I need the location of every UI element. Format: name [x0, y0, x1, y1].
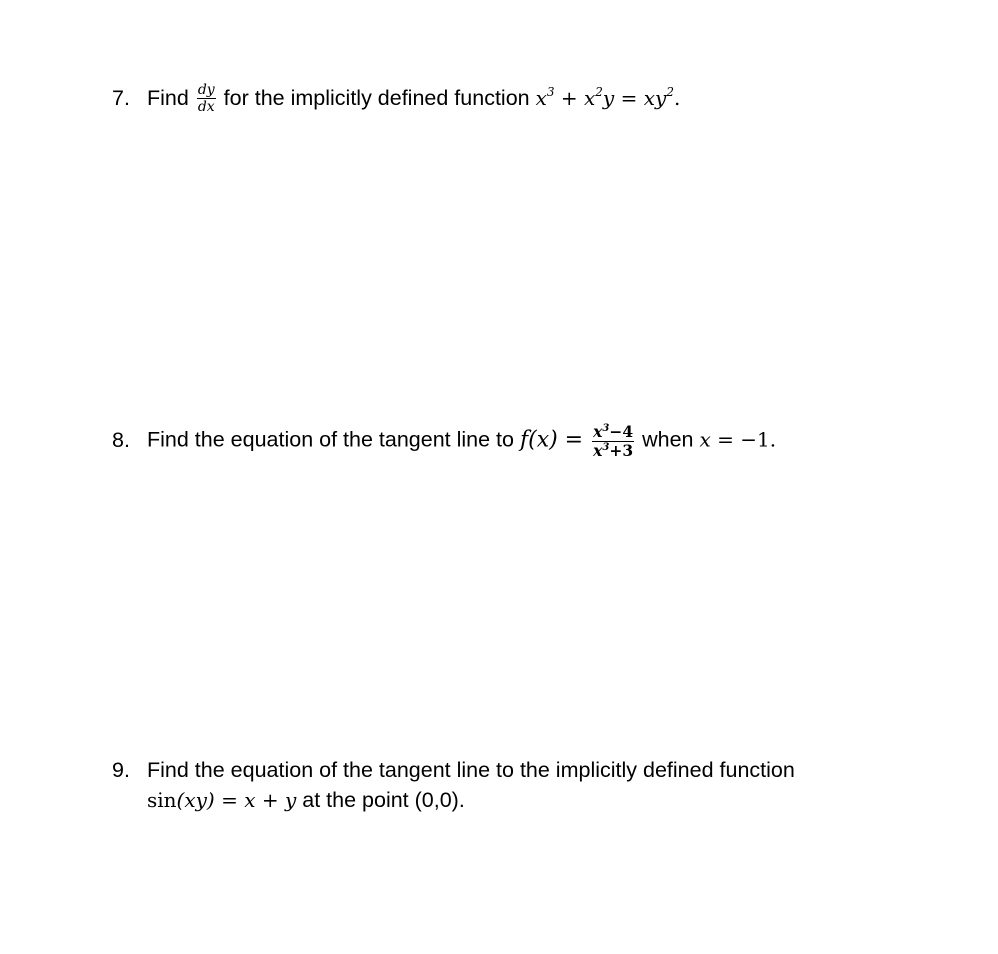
problem-8: [112, 424, 776, 458]
problem-line-1: [112, 755, 795, 785]
math-op: =: [710, 427, 741, 452]
problem-text: Find the equation of the tangent line to: [147, 427, 514, 452]
math-exponent: 3: [602, 423, 610, 434]
math-exponent: 3: [546, 85, 555, 99]
equation: [147, 788, 296, 812]
problem-7: [112, 83, 680, 115]
fraction-numerator: dy: [197, 81, 215, 98]
math-var: x: [643, 86, 655, 110]
math-op: =: [214, 788, 245, 812]
math-punct: .: [673, 86, 681, 110]
problem-line-2: [112, 785, 795, 815]
problem-9: [112, 755, 795, 815]
problem-number: 8.: [112, 427, 130, 452]
function-fraction: [592, 424, 634, 458]
condition: [699, 428, 776, 452]
math-var: y: [602, 86, 615, 110]
derivative-fraction: [197, 83, 216, 114]
math-punct: .: [769, 427, 777, 452]
math-term: +3: [609, 440, 634, 460]
math-exponent: 2: [666, 85, 674, 99]
math-arg: (xy): [176, 788, 215, 812]
math-var: x: [593, 440, 603, 460]
math-exponent: 3: [602, 441, 610, 453]
function-name: f(x): [519, 427, 558, 453]
fraction-denominator: [592, 442, 634, 459]
problem-text: for the implicitly defined function: [223, 86, 530, 110]
problem-text: Find: [147, 86, 189, 110]
math-var: x: [593, 422, 603, 441]
math-rhs: x + y: [244, 788, 297, 812]
math-var: y: [655, 86, 667, 110]
problem-text: when: [642, 427, 694, 452]
problem-number: 7.: [112, 86, 130, 110]
fraction-denominator: dx: [197, 98, 215, 115]
math-term: −4: [609, 422, 634, 441]
math-value: −1: [740, 427, 770, 452]
math-op: +: [554, 86, 584, 110]
math-op: =: [557, 427, 591, 453]
math-var: x: [535, 86, 547, 110]
problem-text: at the point (0,0).: [302, 788, 465, 812]
equation: [536, 86, 681, 110]
fraction-numerator: [592, 424, 634, 442]
math-var: x: [699, 427, 711, 452]
problem-text: Find the equation of the tangent line to the implicitly defined function: [147, 758, 795, 782]
math-op: =: [614, 86, 644, 110]
problem-number: 9.: [112, 758, 130, 782]
math-var: x: [584, 86, 596, 110]
math-func: sin: [147, 788, 177, 812]
math-exponent: 2: [595, 85, 603, 99]
